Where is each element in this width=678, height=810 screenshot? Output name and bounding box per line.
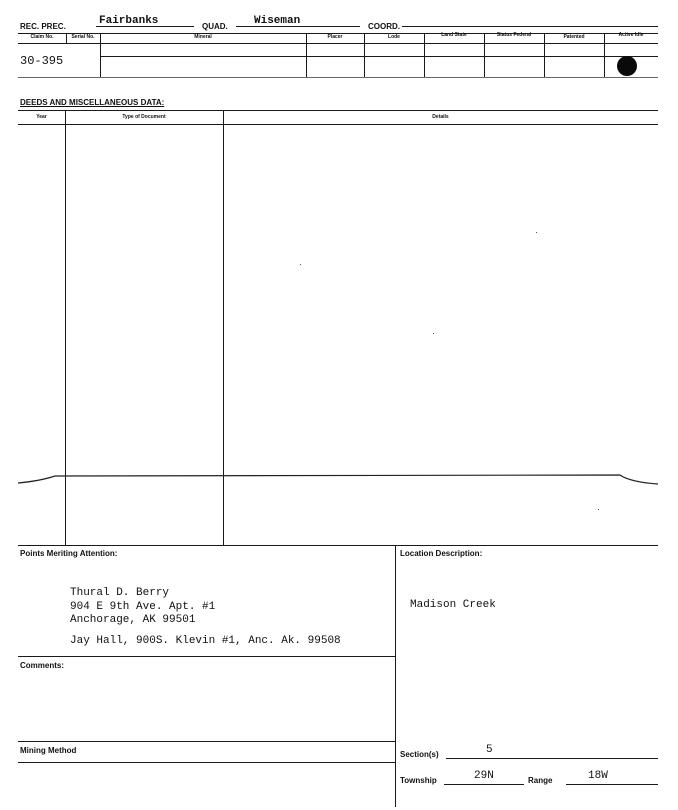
header-rule-3	[402, 26, 658, 27]
comments-label: Comments:	[20, 661, 65, 670]
township-label: Township	[400, 776, 437, 785]
header-rule-1	[96, 26, 194, 27]
mining-method-label: Mining Method	[20, 746, 77, 755]
township-value: 29N	[474, 770, 494, 782]
deeds-title: DEEDS AND MISCELLANEOUS DATA:	[20, 98, 165, 107]
points-label: Points Meriting Attention:	[20, 549, 118, 558]
location-value: Madison Creek	[410, 599, 496, 611]
range-label: Range	[528, 776, 553, 785]
rec-prec-label: REC. PREC.	[20, 22, 66, 31]
deeds-col-details: Details	[432, 114, 449, 120]
col-status-federal: Status Federal	[496, 32, 532, 38]
quad-label: QUAD.	[202, 22, 228, 31]
claim-bottom-rule	[18, 77, 658, 78]
col-patented: Patented	[563, 34, 585, 40]
deeds-header-rule	[18, 124, 658, 125]
points-bottom-rule	[18, 656, 395, 657]
col-active-idle: Active Idle	[618, 32, 644, 38]
rec-prec-value: Fairbanks	[99, 15, 159, 27]
header-rule-2	[236, 26, 360, 27]
scan-speck	[300, 264, 301, 265]
col-serial-no: Serial No.	[71, 34, 95, 40]
deeds-col-type: Type of Document	[122, 114, 166, 120]
col-land-state: Land State	[441, 32, 467, 38]
claim-div-3	[306, 33, 307, 77]
points-line-2: 904 E 9th Ave. Apt. #1	[70, 601, 216, 613]
location-label: Location Description:	[400, 549, 483, 558]
claim-div-8	[604, 33, 605, 77]
col-placer: Placer	[327, 34, 343, 40]
lower-divider	[395, 545, 396, 807]
points-line-1: Thural D. Berry	[70, 587, 170, 599]
coord-label: COORD.	[368, 22, 400, 31]
points-line-3: Anchorage, AK 99501	[70, 614, 196, 626]
claim-div-4	[364, 33, 365, 77]
scan-speck	[598, 509, 599, 510]
range-value: 18W	[588, 770, 608, 782]
section-rule	[446, 758, 658, 759]
col-lode: Lode	[388, 34, 400, 40]
claim-div-7	[544, 33, 545, 77]
fold-line	[0, 468, 678, 488]
claim-row-rule	[100, 56, 658, 57]
claim-div-1	[66, 33, 67, 44]
range-rule	[566, 784, 658, 785]
section-label: Section(s)	[400, 750, 439, 759]
active-status-dot	[617, 56, 637, 76]
col-mineral: Mineral	[194, 34, 212, 40]
points-line-4: Jay Hall, 900S. Klevin #1, Anc. Ak. 99508	[70, 635, 341, 647]
col-claim-no: Claim No.	[30, 34, 54, 40]
deeds-bottom-rule	[18, 545, 658, 546]
deeds-col-year: Year	[36, 114, 47, 120]
claim-no-value: 30-395	[20, 54, 64, 68]
mining-bottom-rule	[18, 762, 395, 763]
township-rule	[444, 784, 524, 785]
claim-div-2	[100, 33, 101, 77]
scan-speck	[433, 333, 434, 334]
comments-bottom-rule	[18, 741, 395, 742]
deeds-top-rule	[18, 110, 658, 111]
claim-div-6	[484, 33, 485, 77]
scan-speck	[536, 232, 537, 233]
claim-header-rule	[18, 43, 658, 44]
claim-div-5	[424, 33, 425, 77]
quad-value: Wiseman	[254, 15, 301, 27]
section-value: 5	[486, 744, 493, 756]
